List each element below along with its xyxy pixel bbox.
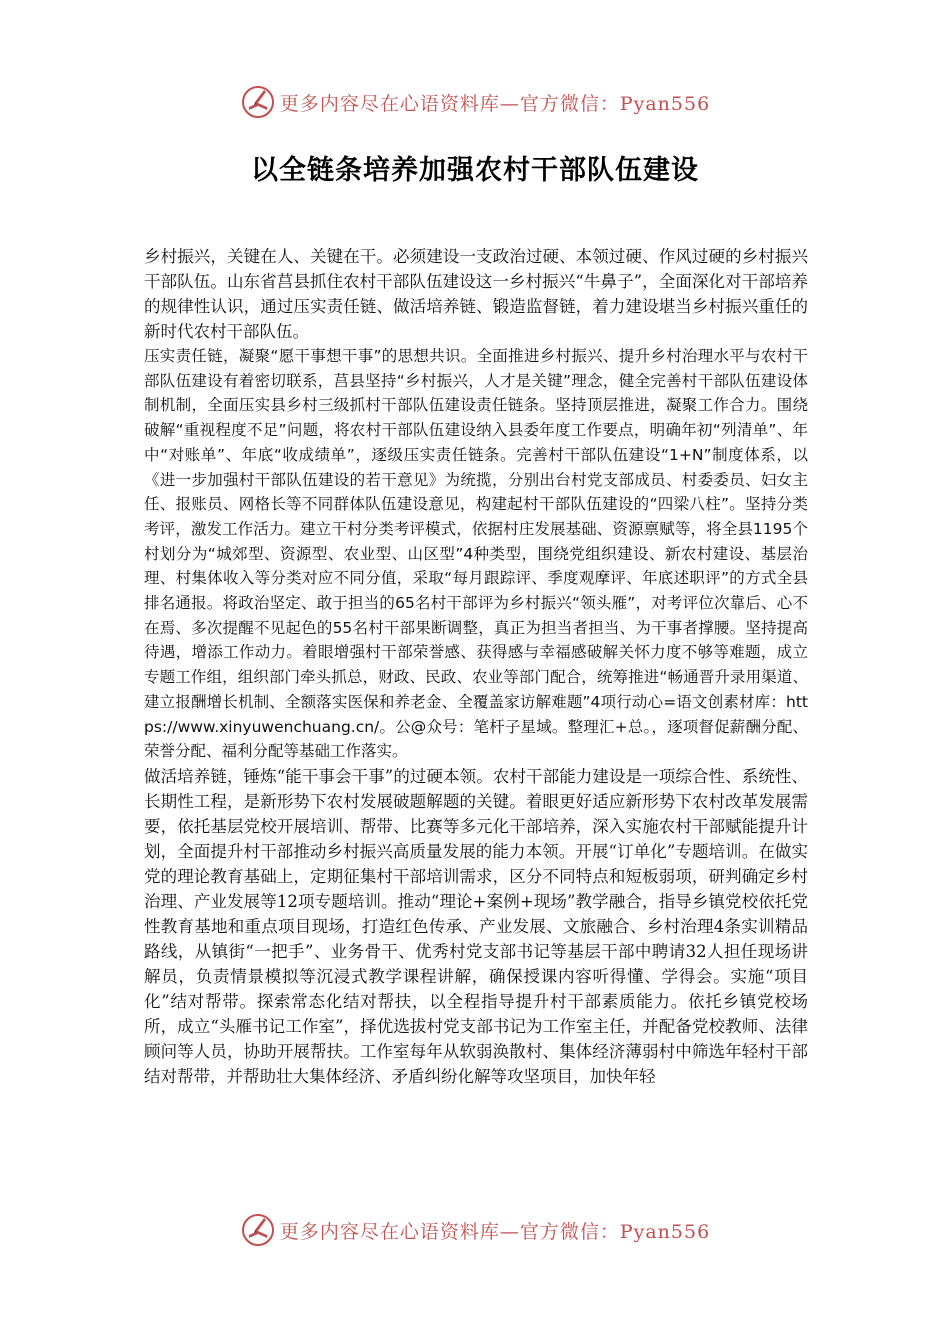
header-banner xyxy=(0,84,950,124)
paragraph-intro: 乡村振兴，关键在人、关键在干。必须建设一支政治过硬、本领过硬、作风过硬的乡村振兴干部队伍。山东省莒县抓住农村干部队伍建设这一乡村振兴“牛鼻子”，全面深化对干部培养的规律性认识，通过压实责任链、做活培养链、锻造监督链，着力建设堪当乡村振兴重任的新时代农村干部队伍。 xyxy=(144,247,808,341)
banner-text: 更多内容尽在心语资料库—官方微信：Pyan556 xyxy=(279,92,711,115)
book-pen-logo-icon xyxy=(240,1212,276,1248)
book-pen-logo-icon xyxy=(240,84,276,120)
document-body xyxy=(144,244,808,1089)
document-title: 以全链条培养加强农村干部队伍建设 xyxy=(251,155,699,186)
paragraph-responsibility-chain: 压实责任链，凝聚“愿干事想干事”的思想共识。全面推进乡村振兴、提升乡村治理水平与农村干部队伍建设有着密切联系，莒县坚持“乡村振兴，人才是关键”理念，健全完善村干部队伍建设体制机制，全面压实县乡村三级抓村干部队伍建设责任链条。坚持顶层推进，凝聚工作合力。围绕破解“重视程度不足”问题，将农村干部队伍建设纳入县委年度工作要点，明确年初“列清单”、年中“对账单”、年底“收成绩单”，逐级压实责任链条。完善村干部队伍建设“1+N”制度体系，以《进一步加强村干部队伍建设的若干意见》为统揽，分别出台村党支部成员、村委委员、妇女主任、报账员、网格长等不同群体队伍建设意见，构建起村干部队伍建设的“四梁八柱”。坚持分类考评，激发工作活力。建立干村分类考评模式，依据村庄发展基础、资源禀赋等，将全县1195个村划分为“城郊型、资源型、农业型、山区型”4种类型，围绕党组织建设、新农村建设、基层治理、村集体收入等分类对应不同分值，采取“每月跟踪评、季度观摩评、年底述职评”的方式全县排名通报。将政治坚定、敢于担当的65名村干部评为乡村振兴“领头雁”，对考评位次靠后、心不在焉、多次提醒不见起色的55名村干部果断调整，真正为担当者担当、为干事者撑腰。坚持提高待遇，增添工作动力。着眼增强村干部荣誉感、获得感与幸福感破解关怀力度不够等难题，成立专题工作组，组织部门牵头抓总，财政、民政、农业等部门配合，统筹推进“畅通晋升录用渠道、建立报酬增长机制、全额落实医保和养老金、全覆盖家访解难题”4项行动心=语文创素材库：https://www.xinyuwenchuang.cn/。公@众号：笔杆子星域。整理汇+总。，逐项督促薪酬分配、荣誉分配、福利分配等基础工作落实。 xyxy=(144,347,808,761)
paragraph-training-chain: 做活培养链，锤炼“能干事会干事”的过硬本领。农村干部能力建设是一项综合性、系统性、长期性工程，是新形势下农村发展破题解题的关键。着眼更好适应新形势下农村改革发展需要，依托基层党校开展培训、帮带、比赛等多元化干部培养，深入实施农村干部赋能提升计划，全面提升村干部推动乡村振兴高质量发展的能力本领。开展“订单化”专题培训。在做实党的理论教育基础上，定期征集村干部培训需求，区分不同特点和短板弱项，研判确定乡村治理、产业发展等12项专题培训。推动“理论+案例+现场”教学融合，指导乡镇党校依托党性教育基地和重点项目现场，打造红色传承、产业发展、文旅融合、乡村治理4条实训精品路线，从镇街“一把手”、业务骨干、优秀村党支部书记等基层干部中聘请32人担任现场讲解员，负责情景模拟等沉浸式教学课程讲解，确保授课内容听得懂、学得会。实施“项目化”结对帮带。探索常态化结对帮扶，以全程指导提升村干部素质能力。依托乡镇党校场所，成立“头雁书记工作室”，择优选拔村党支部书记为工作室主任，并配备党校教师、法律顾问等人员，协助开展帮扶。工作室每年从软弱涣散村、集体经济薄弱村中筛选年轻村干部结对帮带，并帮助壮大集体经济、矛盾纠纷化解等攻坚项目，加快年轻 xyxy=(144,766,808,1086)
footer-banner xyxy=(0,1212,950,1252)
banner-text: 更多内容尽在心语资料库—官方微信：Pyan556 xyxy=(279,1220,711,1243)
